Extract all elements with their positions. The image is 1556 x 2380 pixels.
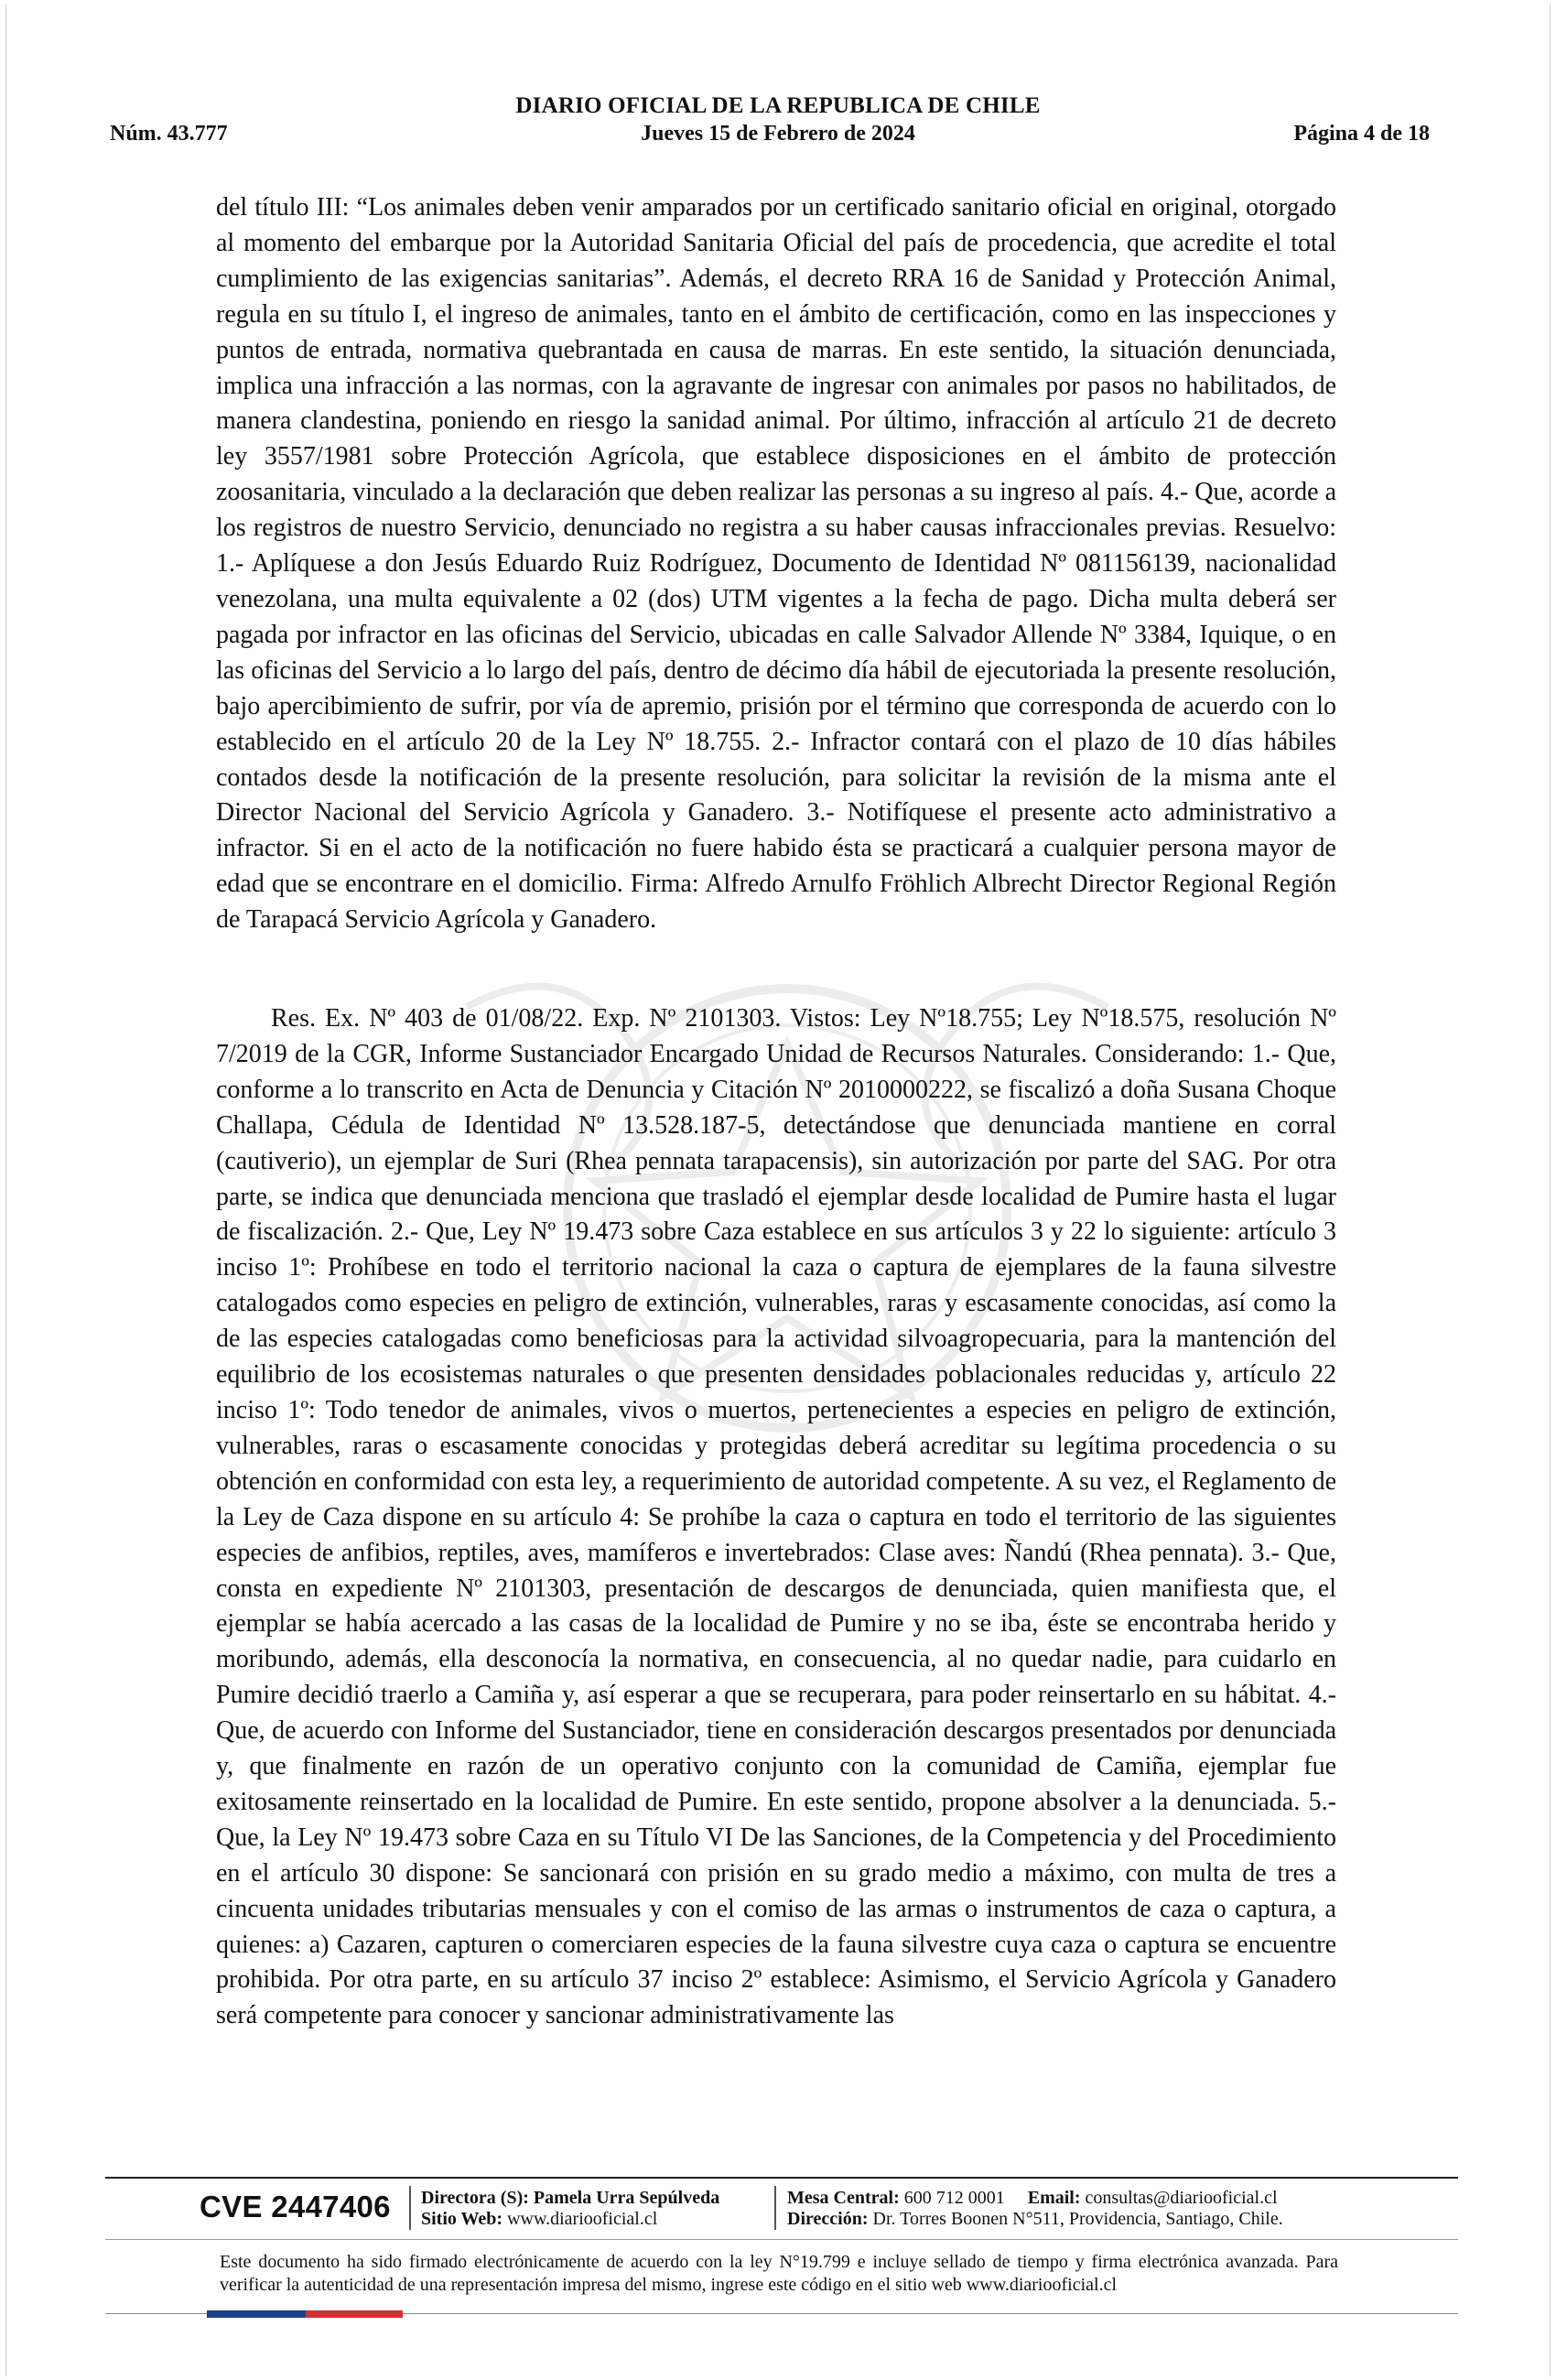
gazette-title: DIARIO OFICIAL DE LA REPUBLICA DE CHILE [515,93,1041,118]
cve-code: CVE 2447406 [200,2190,391,2223]
issue-date: Jueves 15 de Febrero de 2024 [641,122,915,146]
page-number: Página 4 de 18 [1293,122,1430,146]
signature-notice: Este documento ha sido firmado electrónicamente de acuerdo con la ley N°19.799 e incluye sellado de tiempo y firma electrónica avanzada. Para verificar la autenticidad de una representación impresa del mismo, ingrese este código en el sitio web www.diariooficial.cl [220,2252,1338,2295]
issue-number: Núm. 43.777 [110,122,228,146]
footer-divider [409,2186,411,2230]
email-label: Email: [1027,2188,1081,2208]
body-paragraph-1: del título III: “Los animales deben venir amparados por un certificado sanitario oficial en original, otorgado al momento del embarque por la Autoridad Sanitaria Oficial del país de procedencia, que acredite el total cumplimiento de las exigencias sanitarias”. Además, el decreto RRA 16 de Sanidad y Protección Animal, regula en su título I, el ingreso de animales, tanto en el ámbito de certificación, como en las inspecciones y puntos de entrada, normativa quebrantada en causa de marras. En este sentido, la situación denunciada, implica una infracción a las normas, con la agravante de ingresar con animales por pasos no habilitados, de manera clandestina, poniendo en riesgo la sanidad animal. Por último, infracción al artículo 21 de decreto ley 3557/1981 sobre Protección Agrícola, que establece disposiciones en el ámbito de protección zoosanitaria, vinculado a la declaración que deben realizar las personas a su ingreso al país. 4.- Que, acorde a los registros de nuestro Servicio, denunciado no registra a su haber causas infraccionales previas. Resuelvo: 1.- Aplíquese a don Jesús Eduardo Ruiz Rodríguez, Documento de Identidad Nº 081156139, nacionalidad venezolana, una multa equivalente a 02 (dos) UTM vigentes a la fecha de pago. Dicha multa deberá ser pagada por infractor en las oficinas del Servicio, ubicadas en calle Salvador Allende Nº 3384, Iquique, o en las oficinas del Servicio a lo largo del país, dentro de décimo día hábil de ejecutoriada la presente resolución, bajo apercibimiento de sufrir, por vía de apremio, prisión por el término que corresponda de acuerdo con lo establecido en el artículo 20 de la Ley Nº 18.755. 2.- Infractor contará con el plazo de 10 días hábiles contados desde la notificación de la presente resolución, para solicitar la revisión de la misma ante el Director Nacional del Servicio Agrícola y Ganadero. 3.- Notifíquese el presente acto administrativo a infractor. Si en el acto de la notificación no fuere habido ésta se practicará a cualquier persona mayor de edad que se encontrare en el domicilio. Firma: Alfredo Arnulfo Fröhlich Albrecht Director Regional Región de Tarapacá Servicio Agrícola y Ganadero. [216,193,1336,935]
footer-contact-block [787,2188,1283,2230]
director-name: Pamela Urra Sepúlveda [533,2188,720,2208]
address-value: Dr. Torres Boonen N°511, Providencia, Santiago, Chile. [872,2209,1283,2229]
flag-stripe-red [306,2310,403,2318]
email-link[interactable]: consultas@diariooficial.cl [1085,2188,1278,2208]
director-label: Directora (S): [421,2188,529,2208]
phone-value: 600 712 0001 [903,2188,1005,2208]
footer-rule [105,2239,1458,2240]
phone-label: Mesa Central: [787,2188,900,2208]
footer-director-block [421,2188,719,2230]
address-label: Dirección: [787,2209,869,2229]
body-paragraph-2: Res. Ex. Nº 403 de 01/08/22. Exp. Nº 2101303. Vistos: Ley Nº18.755; Ley Nº18.575, resolución Nº 7/2019 de la CGR, Informe Sustanciador Encargado Unidad de Recursos Naturales. Considerando: 1.- Que, conforme a lo transcrito en Acta de Denuncia y Citación Nº 2010000222, se fiscalizó a doña Susana Choque Challapa, Cédula de Identidad Nº 13.528.187-5, detectándose que denunciada mantiene en corral (cautiverio), un ejemplar de Suri (Rhea pennata tarapacensis), sin autorización por parte del SAG. Por otra parte, se indica que denunciada menciona que trasladó el ejemplar desde localidad de Pumire hasta el lugar de fiscalización. 2.- Que, Ley Nº 19.473 sobre Caza establece en sus artículos 3 y 22 lo siguiente: artículo 3 inciso 1º: Prohíbese en todo el territorio nacional la caza o captura de ejemplares de la fauna silvestre catalogados como especies en peligro de extinción, vulnerables, raras y escasamente conocidas, así como la de las especies catalogadas como beneficiosas para la actividad silvoagropecuaria, para la mantención del equilibrio de los ecosistemas naturales o que presenten densidades poblacionales reducidas y, artículo 22 inciso 1º: Todo tenedor de animales, vivos o muertos, pertenecientes a especies en peligro de extinción, vulnerables, raras o escasamente conocidas y protegidas deberá acreditar su legítima procedencia o su obtención en conformidad con esta ley, a requerimiento de autoridad competente. A su vez, el Reglamento de la Ley de Caza dispone en su artículo 4: Se prohíbe la caza o captura en todo el territorio de las siguientes especies de anfibios, reptiles, aves, mamíferos e invertebrados: Clase aves: Ñandú (Rhea pennata). 3.- Que, consta en expediente Nº 2101303, presentación de descargos de denunciada, quien manifiesta que, el ejemplar se había acercado a las casas de la localidad de Pumire y no se iba, éste se encontraba herido y moribundo, además, ella desconocía la normativa, en consecuencia, al no quedar nadie, para cuidarlo en Pumire decidió traerlo a Camiña y, así esperar a que se recuperara, para poder reinsertarlo en su hábitat. 4.- Que, de acuerdo con Informe del Sustanciador, tiene en consideración descargos presentados por denunciada y, que finalmente en razón de un operativo conjunto con la comunidad de Camiña, ejemplar fue exitosamente reinsertado en la localidad de Pumire. En este sentido, propone absolver a la denunciada. 5.- Que, la Ley Nº 19.473 sobre Caza en su Título VI De las Sanciones, de la Competencia y del Procedimiento en el artículo 30 dispone: Se sancionará con prisión en su grado medio a máximo, con multa de tres a cincuenta unidades tributarias mensuales y con el comiso de las armas o instrumentos de caza o captura, a quienes: a) Cazaren, capturen o comerciaren especies de la fauna silvestre cuya caza o captura se encuentre prohibida. Por otra parte, en su artículo 37 inciso 2º establece: Asimismo, el Servicio Agrícola y Ganadero será competente para conocer y sancionar administrativamente las [216,1004,1336,2030]
site-label: Sitio Web: [421,2209,503,2229]
footer-divider [774,2186,776,2230]
flag-stripe-blue [207,2310,306,2318]
site-link[interactable]: www.diariooficial.cl [507,2209,658,2229]
footer-rule [105,2177,1458,2179]
